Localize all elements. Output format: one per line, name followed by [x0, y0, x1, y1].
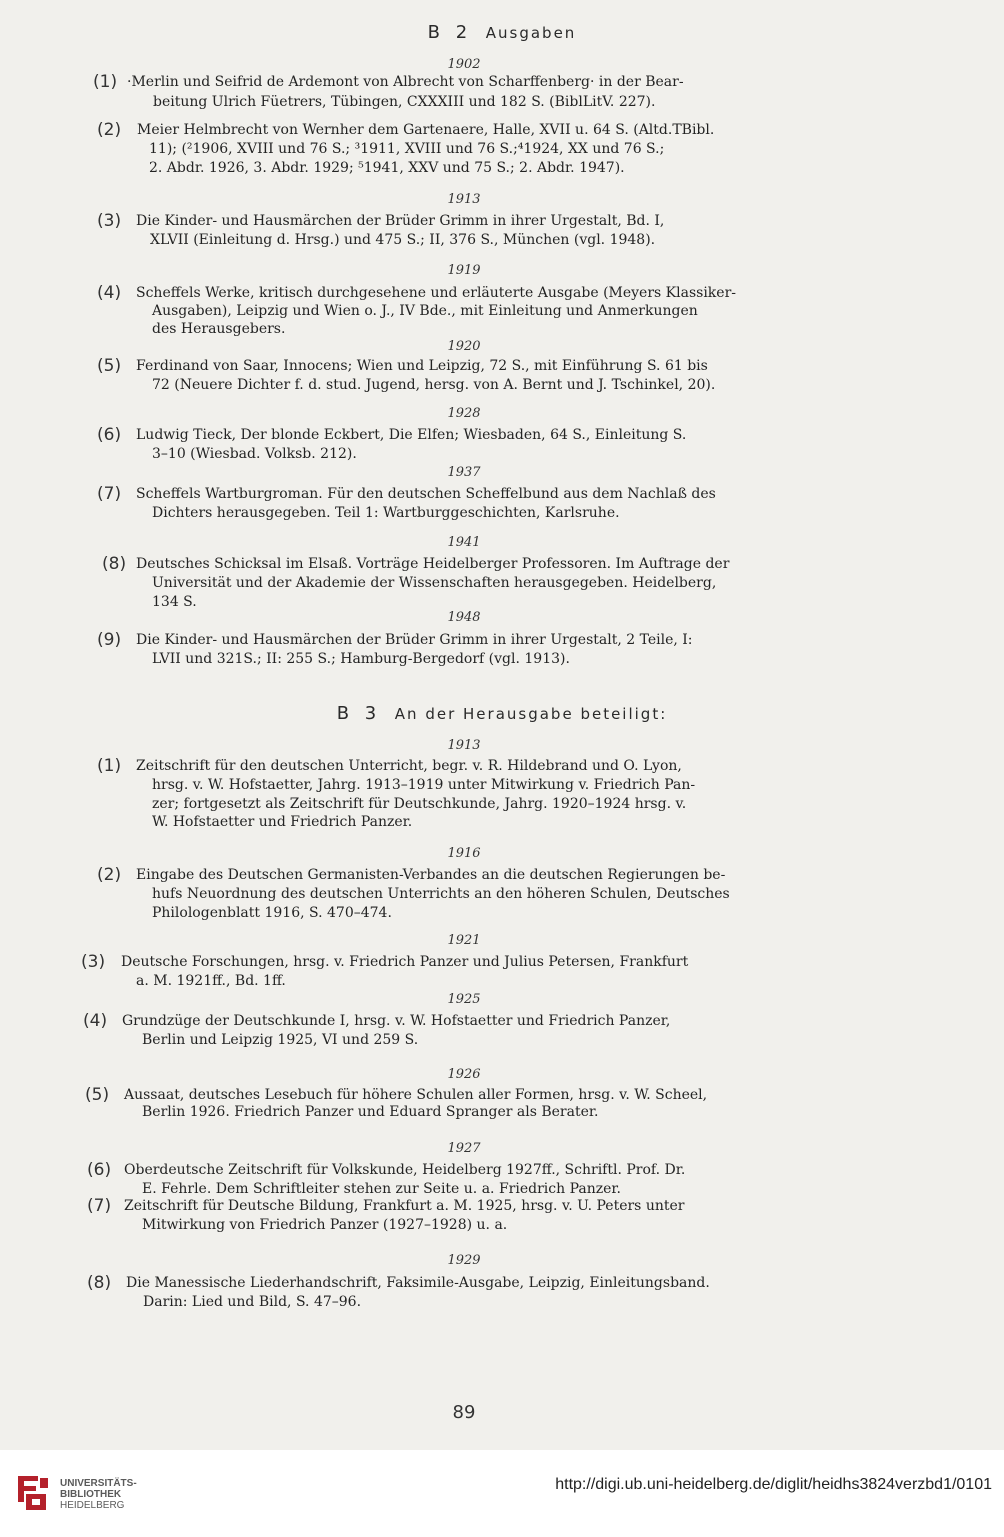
- year-label: 1902: [447, 57, 481, 72]
- entry-number: (8): [87, 1273, 112, 1293]
- entry-number: (7): [87, 1196, 112, 1216]
- entry-number: (4): [97, 283, 122, 303]
- year-label: 1927: [447, 1141, 481, 1156]
- year-label: 1948: [447, 610, 481, 625]
- year-label: 1929: [447, 1253, 481, 1268]
- university-library-name: UNIVERSITÄTS- BIBLIOTHEK HEIDELBERG: [60, 1478, 137, 1511]
- page-number: 89: [452, 1402, 476, 1423]
- entry-number: (5): [97, 356, 122, 376]
- year-label: 1916: [447, 846, 481, 861]
- year-label: 1913: [447, 192, 481, 207]
- year-label: 1920: [447, 339, 481, 354]
- year-label: 1937: [447, 465, 481, 480]
- year-label: 1928: [447, 406, 481, 421]
- document-page: B 2 Ausgaben 1902 (1) ·Merlin und Seifrid de Ardemont von Albrecht von Scharffenberg· in der Bear- beitung Ulrich Füetrers, Tübingen, CXXXIII und 182 S. (BiblLitV. 227). (2) Meier Helmbrecht von Wernher dem Gartenaere, Halle, XVII u. 64 S. (Altd.TBibl. 11); (²1906, XVIII und 76 S.; ³1911, XVIII und 76 S.;⁴1924, XX und 76 S.; 2. Abdr. 1926, 3. Abdr. 1929; ⁵1941, XXV und 75 S.; 2. Abdr. 1947). 1913 (3) Die Kinder- und Hausmärchen der Brüder Grimm in ihrer Urgestalt, Bd. I, XLVII (Einleitung d. Hrsg.) und 475 S.; II, 376 S., München (vgl. 1948). 1919 (4) Scheffels Werke, kritisch durchgesehene und erläuterte Ausgabe (Meyers Klassiker- Ausgaben), Leipzig und Wien o. J., IV Bde., mit Einleitung und Anmerkungen des Herausgebers. 1920 (5) Ferdinand von Saar, Innocens; Wien und Leipzig, 72 S., mit Einführung S. 61 bis 72 (Neuere Dichter f. d. stud. Jugend, hersg. von A. Bernt und J. Tschinkel, 20). 1928 (6) Ludwig Tieck, Der blonde Eckbert, Die Elfen; Wiesbaden, 64 S., Einleitung S. 3–10 (Wiesbad. Volksb. 212). 1937 (7) Scheffels Wartburgroman. Für den deutschen Scheffelbund aus dem Nachlaß des Dichters herausgegeben. Teil 1: Wartburggeschichten, Karlsruhe. 1941 (8) Deutsches Schicksal im Elsaß. Vorträge Heidelberger Professoren. Im Auftrage der Universität und der Akademie der Wissenschaften herausgegeben. Heidelberg, 134 S. 1948 (9) Die Kinder- und Hausmärchen der Brüder Grimm in ihrer Urgestalt, 2 Teile, I: LVII und 321S.; II: 255 S.; Hamburg-Bergedorf (vgl. 1913). B 3 An der Herausgabe beteiligt: 1913 (1) Zeitschrift für den deutschen Unterricht, begr. v. R. Hildebrand und O. Lyon, hrsg. v. W. Hofstaetter, Jahrg. 1913–1919 unter Mitwirkung v. Friedrich Pan- zer; fortgesetzt als Zeitschrift für Deutschkunde, Jahrg. 1920–1924 hrsg. v. W. Hofstaetter und Friedrich Panzer. 1916 (2) Eingabe des Deutschen Germanisten-Verbandes an die deutschen Regierungen be- hufs Neuordnung des deutschen Unterrichts an den höheren Schulen, Deutsches Philologenblatt 1916, S. 470–474. 1921 (3) Deutsche Forschungen, hrsg. v. Friedrich Panzer und Julius Petersen, Frankfurt a. M. 1921ff., Bd. 1ff. 1925 (4) Grundzüge der Deutschkunde I, hrsg. v. W. Hofstaetter und Friedrich Panzer, Berlin und Leipzig 1925, VI und 259 S. 1926 (5) Aussaat, deutsches Lesebuch für höhere Schulen aller Formen, hrsg. v. W. Scheel, Berlin 1926. Friedrich Panzer und Eduard Spranger als Berater. 1927 (6) Oberdeutsche Zeitschrift für Volkskunde, Heidelberg 1927ff., Schriftl. Prof. Dr. E. Fehrle. Dem Schriftleiter stehen zur Seite u. a. Friedrich Panzer. (7) Zeitschrift für Deutsche Bildung, Frankfurt a. M. 1925, hrsg. v. U. Peters unter Mitwirkung von Friedrich Panzer (1927–1928) u. a. 1929 (8) Die Manessische Liederhandschrift, Faksimile-Ausgabe, Leipzig, Einleitungsband. Darin: Lied und Bild, S. 47–96. 89: [0, 0, 1004, 1450]
- entry-number: (2): [97, 865, 122, 885]
- entry-number: (1): [93, 72, 118, 92]
- entry-number: (1): [97, 756, 122, 776]
- source-url-link[interactable]: http://digi.ub.uni-heidelberg.de/diglit/heidhs3824verzbd1/0101: [555, 1476, 992, 1493]
- year-label: 1926: [447, 1067, 481, 1082]
- year-label: 1941: [447, 535, 481, 550]
- entry-number: (2): [97, 120, 122, 140]
- section-heading-b3: B 3 An der Herausgabe beteiligt:: [336, 703, 668, 724]
- year-label: 1913: [447, 738, 481, 753]
- university-library-logo-icon: [12, 1472, 52, 1514]
- entry-number: (6): [97, 425, 122, 445]
- entry-number: (4): [83, 1011, 108, 1031]
- year-label: 1919: [447, 263, 481, 278]
- section-heading-b2: B 2 Ausgaben: [427, 22, 577, 43]
- entry-number: (6): [87, 1160, 112, 1180]
- footer-bar: [0, 1450, 1004, 1537]
- entry-number: (3): [81, 952, 106, 972]
- entry-number: (8): [102, 554, 127, 574]
- year-label: 1925: [447, 992, 481, 1007]
- entry-number: (7): [97, 484, 122, 504]
- entry-number: (5): [85, 1085, 110, 1105]
- entry-number: (9): [97, 630, 122, 650]
- entry-number: (3): [97, 211, 122, 231]
- year-label: 1921: [447, 933, 481, 948]
